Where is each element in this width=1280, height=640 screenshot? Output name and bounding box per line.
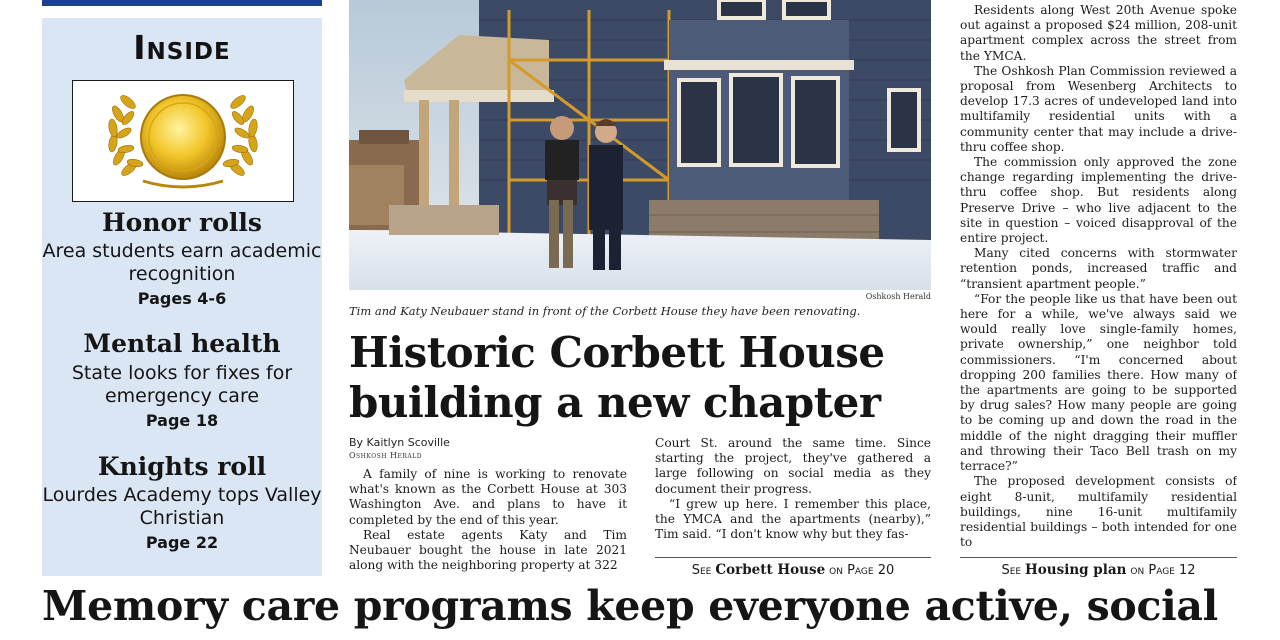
sidebar-text-mental-health: State looks for fixes for emergency care bbox=[71, 362, 293, 407]
housing-paragraph: The Oshkosh Plan Commission reviewed a proposal from Wesenberg Architects to develop 17.3 acres of undeveloped land into multifamily residential units with a community center that may include a drive-thru coffee shop. bbox=[960, 63, 1237, 154]
bottom-story-headline: Memory care programs keep everyone active, social bbox=[42, 582, 1218, 630]
housing-paragraph: Residents along West 20th Avenue spoke out against a proposed $24 million, 208-unit apartment complex across the street from the YMCA. bbox=[960, 3, 1237, 63]
jump-story-name: Corbett House bbox=[715, 562, 826, 578]
jump-page: on Page 12 bbox=[1130, 563, 1196, 578]
jump-prefix: See bbox=[691, 563, 712, 578]
housing-paragraph: The proposed development consists of eight 8-unit, multifamily residential buildings, nine 16-unit multifamily residential buildings – both intended for one to bbox=[960, 474, 1237, 550]
story-column-2 bbox=[655, 436, 931, 548]
medal-box bbox=[72, 80, 294, 202]
sidebar-page-mental-health: Page 18 bbox=[145, 411, 219, 430]
jump-page: on Page 20 bbox=[829, 563, 895, 578]
story-paragraph: A family of nine is working to renovate what's known as the Corbett House at 303 Washington Ave. and plans to have it completed by the end of this year. bbox=[349, 467, 627, 527]
story-byline: By Kaitlyn Scoville bbox=[349, 436, 450, 449]
story-headline-line-2: building a new chapter bbox=[349, 378, 881, 427]
sidebar-text-honor-rolls: Area students earn academic recognition bbox=[42, 240, 322, 285]
jump-prefix: See bbox=[1001, 563, 1022, 578]
gold-medal-laurel-icon bbox=[73, 81, 293, 201]
corbett-house-photo-image bbox=[349, 0, 931, 290]
sidebar-heading-honor-rolls: Honor rolls bbox=[102, 208, 262, 237]
story-paragraph: Court St. around the same time. Since starting the project, they've gathered a large following on social media as they document their progress. bbox=[655, 436, 931, 496]
housing-paragraph: Many cited concerns with stormwater retention ponds, increased traffic and “transient apartment people.” bbox=[960, 246, 1237, 291]
sidebar-heading-knights-roll: Knights roll bbox=[97, 452, 267, 481]
photo-credit: Oshkosh Herald bbox=[865, 292, 931, 301]
story-column-1 bbox=[349, 467, 627, 579]
corbett-house-photo bbox=[349, 0, 931, 290]
housing-story-column bbox=[960, 3, 1237, 551]
jump-line-corbett-house[interactable] bbox=[655, 557, 931, 578]
inside-sidebar bbox=[42, 18, 322, 576]
sidebar-page-honor-rolls: Pages 4-6 bbox=[137, 289, 227, 308]
housing-paragraph: The commission only approved the zone change regarding implementing the drive-thru coffee shop. But residents along Preserve Drive – who live adjacent to the site in question – voiced disapproval of the entire project. bbox=[960, 155, 1237, 246]
jump-story-name: Housing plan bbox=[1025, 562, 1127, 578]
story-headline bbox=[349, 328, 949, 428]
housing-paragraph: “For the people like us that have been out here for a while, we've always said we would really love single-family homes, private ownership,” one neighbor told commissioners. “I'm concerned about dropping 200 families there. How many of the apartments are going to be supported by drug sales? How many people are going to be coming up and down the road in the middle of the night dragging their muffler and throwing their Taco Bell trash on my terrace?” bbox=[960, 291, 1237, 474]
sidebar-page-knights-roll: Page 22 bbox=[145, 533, 219, 552]
inside-title: Inside bbox=[133, 28, 231, 67]
story-paragraph: Real estate agents Katy and Tim Neubauer bought the house in late 2021 along with the neighboring property at 322 bbox=[349, 527, 627, 573]
sidebar-heading-mental-health: Mental health bbox=[83, 329, 281, 358]
story-byline-org: Oshkosh Herald bbox=[349, 451, 423, 460]
photo-caption: Tim and Katy Neubauer stand in front of the Corbett House they have been renovating. bbox=[349, 304, 861, 318]
sidebar-text-knights-roll: Lourdes Academy tops Valley Christian bbox=[42, 484, 322, 529]
jump-line-housing-plan[interactable] bbox=[960, 557, 1237, 578]
story-headline-line-1: Historic Corbett House bbox=[349, 328, 885, 377]
masthead-rule bbox=[42, 0, 322, 6]
story-paragraph: “I grew up here. I remember this place, the YMCA and the apartments (nearby),” Tim said. “I don't know why but they fas- bbox=[655, 496, 931, 542]
